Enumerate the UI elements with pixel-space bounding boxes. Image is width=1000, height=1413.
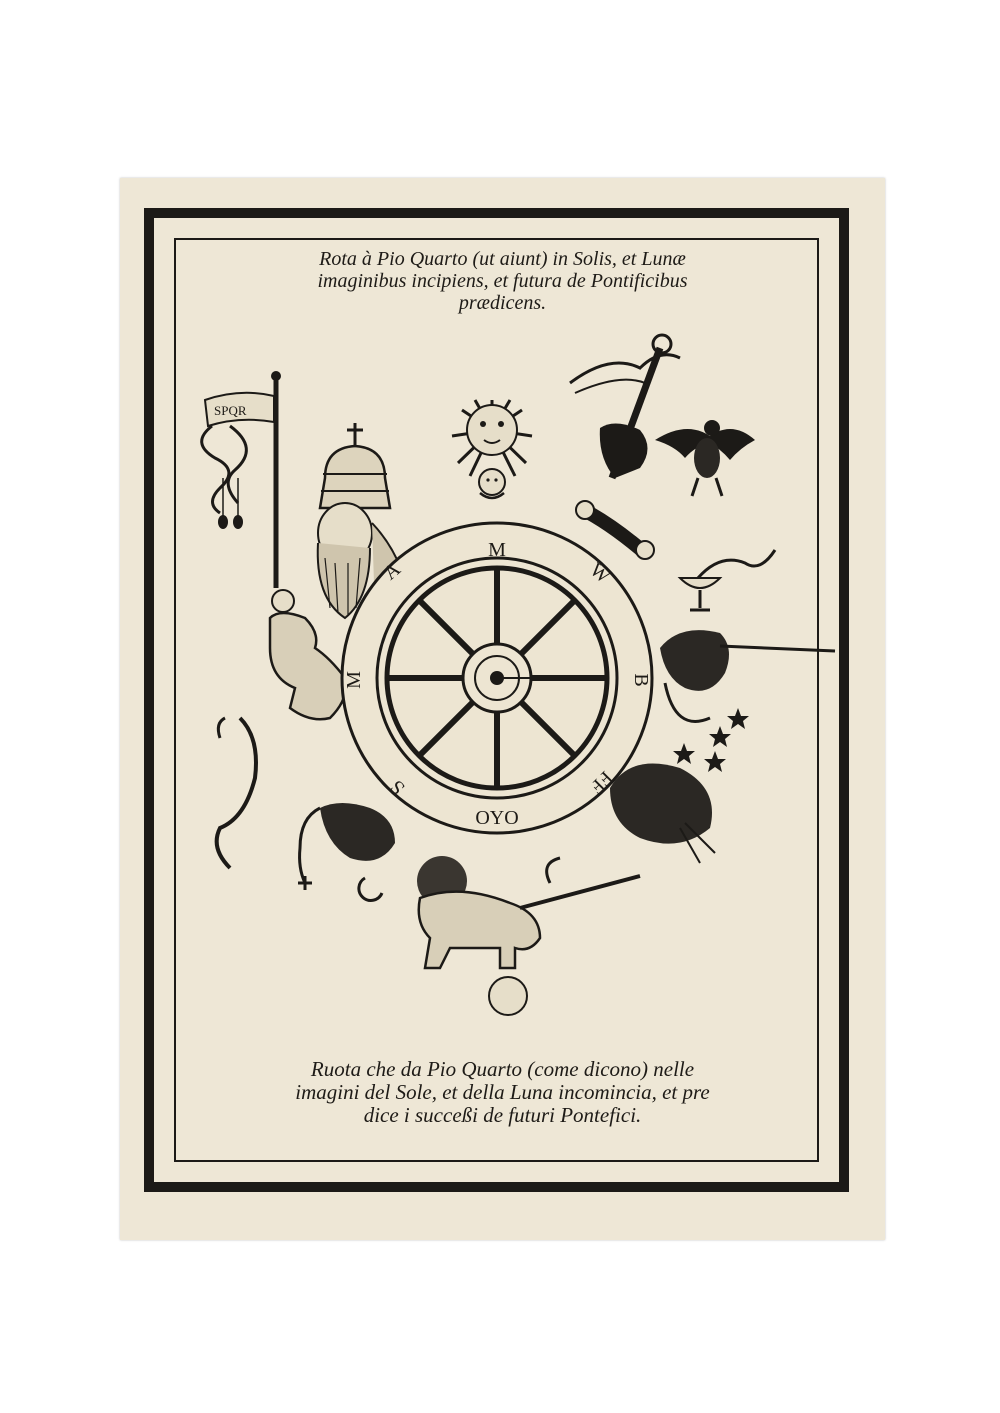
latin-caption-line-1: Rota à Pio Quarto (ut aiunt) in Solis, et Lunæ: [319, 248, 686, 270]
spqr-banner: [202, 371, 281, 588]
italian-caption-line-3: dice i succeßi de futuri Pontefici.: [363, 1103, 642, 1127]
wheel-letter-left: M: [343, 671, 365, 689]
hand-with-key: [570, 335, 680, 478]
eagle: [655, 420, 755, 496]
latin-caption-line-3: prædicens.: [458, 292, 547, 314]
wheel-letter-bottom: OYO: [475, 807, 519, 829]
italian-caption-line-1: Ruota che da Pio Quarto (come dicono) nelle: [310, 1057, 695, 1081]
moon-face: [479, 469, 505, 498]
wheel-letter-bottom-right: FF: [585, 766, 617, 798]
italian-caption-line-2: imagini del Sole, et della Luna incomincia, et pre: [295, 1080, 710, 1104]
unicorn-dragon: [660, 630, 835, 721]
engraving-sheet: [120, 178, 885, 1240]
wheel-letter-top: M: [488, 539, 506, 561]
latin-caption-line-2: imaginibus incipiens, et futura de Pontificibus: [317, 270, 688, 292]
lion-on-globe: [417, 856, 640, 1015]
wheel-letter-bottom-left: S: [386, 775, 410, 799]
rose-garland: [576, 501, 654, 559]
banner-text: SPQR: [214, 403, 247, 418]
wheel-letter-top-left: A: [379, 558, 405, 585]
lion-with-sword: [610, 764, 715, 864]
wheel-letter-right: B: [630, 673, 652, 687]
chalice: [680, 550, 775, 610]
sun-face: [452, 400, 532, 476]
italian-caption: [120, 1058, 885, 1127]
heron-with-moon: [298, 803, 395, 900]
wheel-letter-top-right: W: [585, 558, 615, 588]
